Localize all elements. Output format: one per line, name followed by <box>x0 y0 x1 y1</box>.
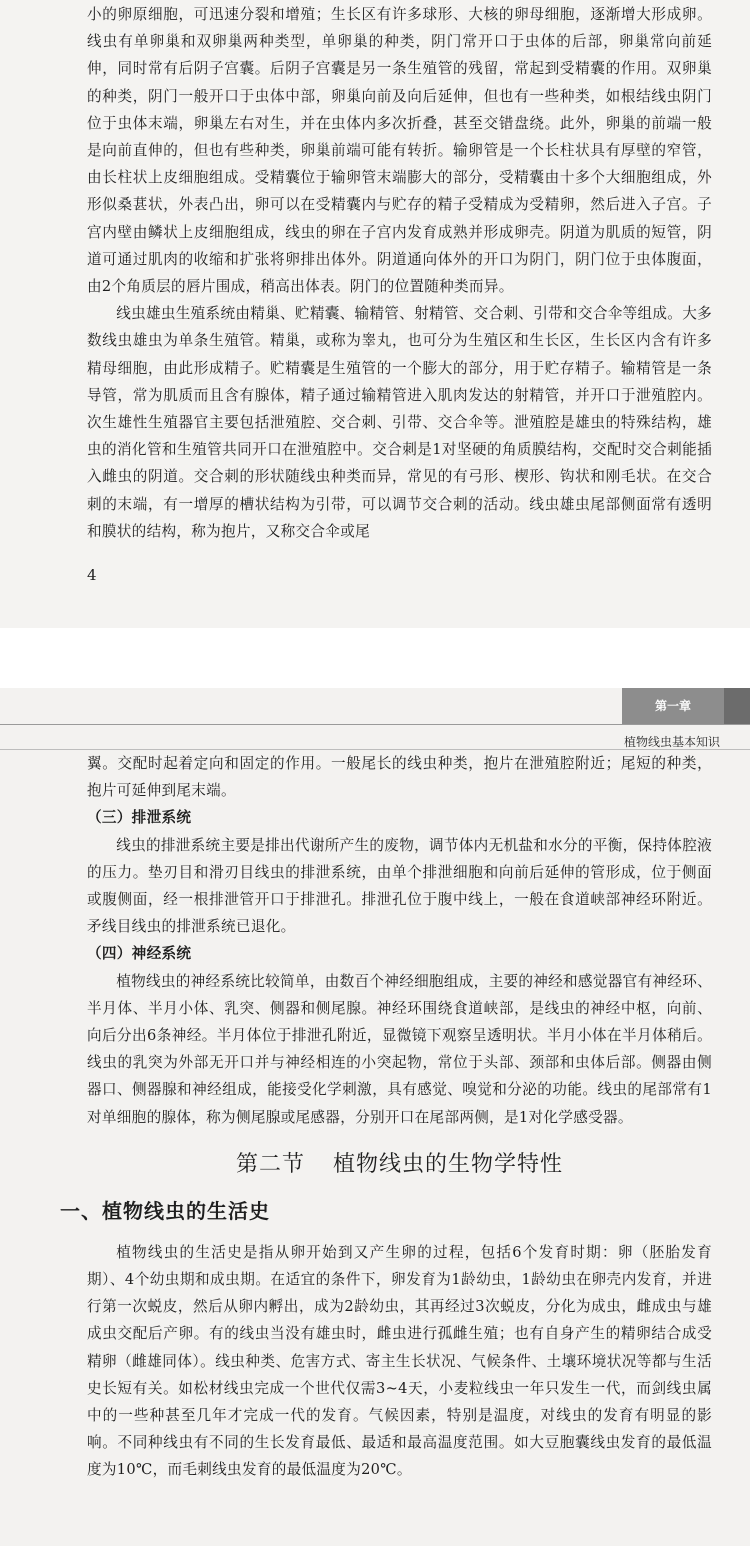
body-text-bottom <box>60 750 712 1484</box>
subsection-title: 一、植物线虫的生活史 <box>60 1198 270 1223</box>
paragraph-life-history: 植物线虫的生活史是指从卵开始到又产生卵的过程，包括6个发育时期：卵（胚胎发育期）、4个幼虫期和成虫期。在适宜的条件下，卵发育为1龄幼虫，1龄幼虫在卵壳内发育，并进行第一次蜕皮，然后从卵内孵出，成为2龄幼虫，其再经过3次蜕皮，分化为成虫，雌成虫与雄成虫交配后产卵。有的线虫当没有雄虫时，雌虫进行孤雌生殖；也有自身产生的精卵结合成受精卵（雌雄同体）。线虫种类、危害方式、寄主生长状况、气候条件、土壤环境状况等都与生活史长短有关。如松材线虫完成一个世代仅需3~4天，小麦粒线虫一年只发生一代，而剑线虫属中的一些种甚至几年才完成一代的发育。气候因素，特别是温度，对线虫的发育有明显的影响。不同种线虫有不同的生长发育最低、最适和最高温度范围。如大豆胞囊线虫发育的最低温度为10℃，而毛刺线虫发育的最低温度为20℃。 <box>87 1243 712 1479</box>
chapter-label: 第一章 <box>654 699 691 713</box>
paragraph-female-reproductive: 小的卵原细胞，可迅速分裂和增殖；生长区有许多球形、大核的卵母细胞，逐渐增大形成卵。线虫有单卵巢和双卵巢两种类型，单卵巢的种类，阴门常开口于虫体的后部，卵巢常向前延伸，同时常有后阴子宫囊。后阴子宫囊是另一条生殖管的残留，常起到受精囊的作用。双卵巢的种类，阴门一般开口于虫体中部，卵巢向前及向后延伸，但也有一些种类，如根结线虫阴门位于虫体末端，卵巢左右对生，并在虫体内多次折叠，甚至交错盘绕。此外，卵巢的前端一般是向前直伸的，但也有些种类，卵巢前端可能有转折。输卵管是一个长柱状具有厚壁的窄管，由长柱状上皮细胞组成。受精囊位于输卵管末端膨大的部分，受精囊由十多个大细胞组成，外形似桑葚状，外表凸出，卵可以在受精囊内与贮存的精子受精成为受精卵，然后进入子宫。子宫内壁由鳞状上皮细胞组成，线虫的卵在子宫内发育成熟并形成卵壳。阴道为肌质的短管，阴道可通过肌肉的收缩和扩张将卵排出体外。阴道通向体外的开口为阴门，阴门位于虫体腹面，由2个角质层的唇片围成，稍高出体表。阴门的位置随种类而异。 <box>87 6 712 296</box>
paragraph-continuation: 翼。交配时起着定向和固定的作用。一般尾长的线虫种类，抱片在泄殖腔附近；尾短的种类，抱片可延伸到尾末端。 <box>87 755 712 800</box>
header-rule <box>0 724 750 725</box>
paragraph-male-reproductive: 线虫雄虫生殖系统由精巢、贮精囊、输精管、射精管、交合刺、引带和交合伞等组成。大多数线虫雄虫为单条生殖管。精巢，或称为睾丸，也可分为生殖区和生长区，生长区内含有许多精母细胞，由此形成精子。贮精囊是生殖管的一个膨大的部分，用于贮存精子。输精管是一条导管，常为肌质而且含有腺体，精子通过输精管进入肌肉发达的射精管，并开口于泄殖腔内。次生雄性生殖器官主要包括泄殖腔、交合刺、引带、交合伞等。泄殖腔是雄虫的特殊结构，雄虫的消化管和生殖管共同开口在泄殖腔中。交合刺是1对坚硬的角质膜结构，交配时交合刺能插入雌虫的阴道。交合刺的形状随线虫种类而异，常见的有弓形、楔形、钩状和刚毛状。在交合刺的末端，有一增厚的槽状结构为引带，可以调节交合刺的活动。线虫雄虫尾部侧面常有透明和膜状的结构，称为抱片，又称交合伞或尾 <box>87 305 712 540</box>
section-heading <box>87 1137 712 1193</box>
book-page-top <box>0 0 750 628</box>
paragraph-nervous-system: 植物线虫的神经系统比较简单，由数百个神经细胞组成，主要的神经和感觉器官有神经环、半月体、半月小体、乳突、侧器和侧尾腺。神经环围绕食道峡部，是线虫的神经中枢，向前、向后分出6条神经。半月体位于排泄孔附近，显微镜下观察呈透明状。半月小体在半月体稍后。线虫的乳突为外部无开口并与神经相连的小突起物，常位于头部、颈部和虫体后部。侧器由侧器口、侧器腺和神经组成，能接受化学刺激，具有感觉、嗅觉和分泌的功能。线虫的尾部常有1对单细胞的腺体，称为侧尾腺或尾感器，分别开口在尾部两侧，是1对化学感受器。 <box>87 972 712 1126</box>
section-number: 第二节 <box>235 1151 305 1177</box>
chapter-subtitle: 植物线虫基本知识 <box>623 735 720 749</box>
body-text-top <box>87 1 712 545</box>
page-number: 4 <box>87 566 97 584</box>
paragraph-excretory-system: 线虫的排泄系统主要是排出代谢所产生的废物，调节体内无机盐和水分的平衡，保持体腔液的压力。垫刃目和滑刃目线虫的排泄系统，由单个排泄细胞和向前后延伸的管形成，位于侧面或腹侧面，经一根排泄管开口于排泄孔。排泄孔位于腹中线上，一般在食道峡部神经环附近。矛线目线虫的排泄系统已退化。 <box>87 836 712 936</box>
book-page-bottom <box>0 688 750 1546</box>
chapter-header-tab <box>622 688 724 724</box>
heading-nervous-system: （四）神经系统 <box>87 945 192 963</box>
page-gap <box>0 628 750 688</box>
section-title: 植物线虫的生物学特性 <box>333 1151 564 1177</box>
heading-excretory-system: （三）排泄系统 <box>87 809 192 827</box>
